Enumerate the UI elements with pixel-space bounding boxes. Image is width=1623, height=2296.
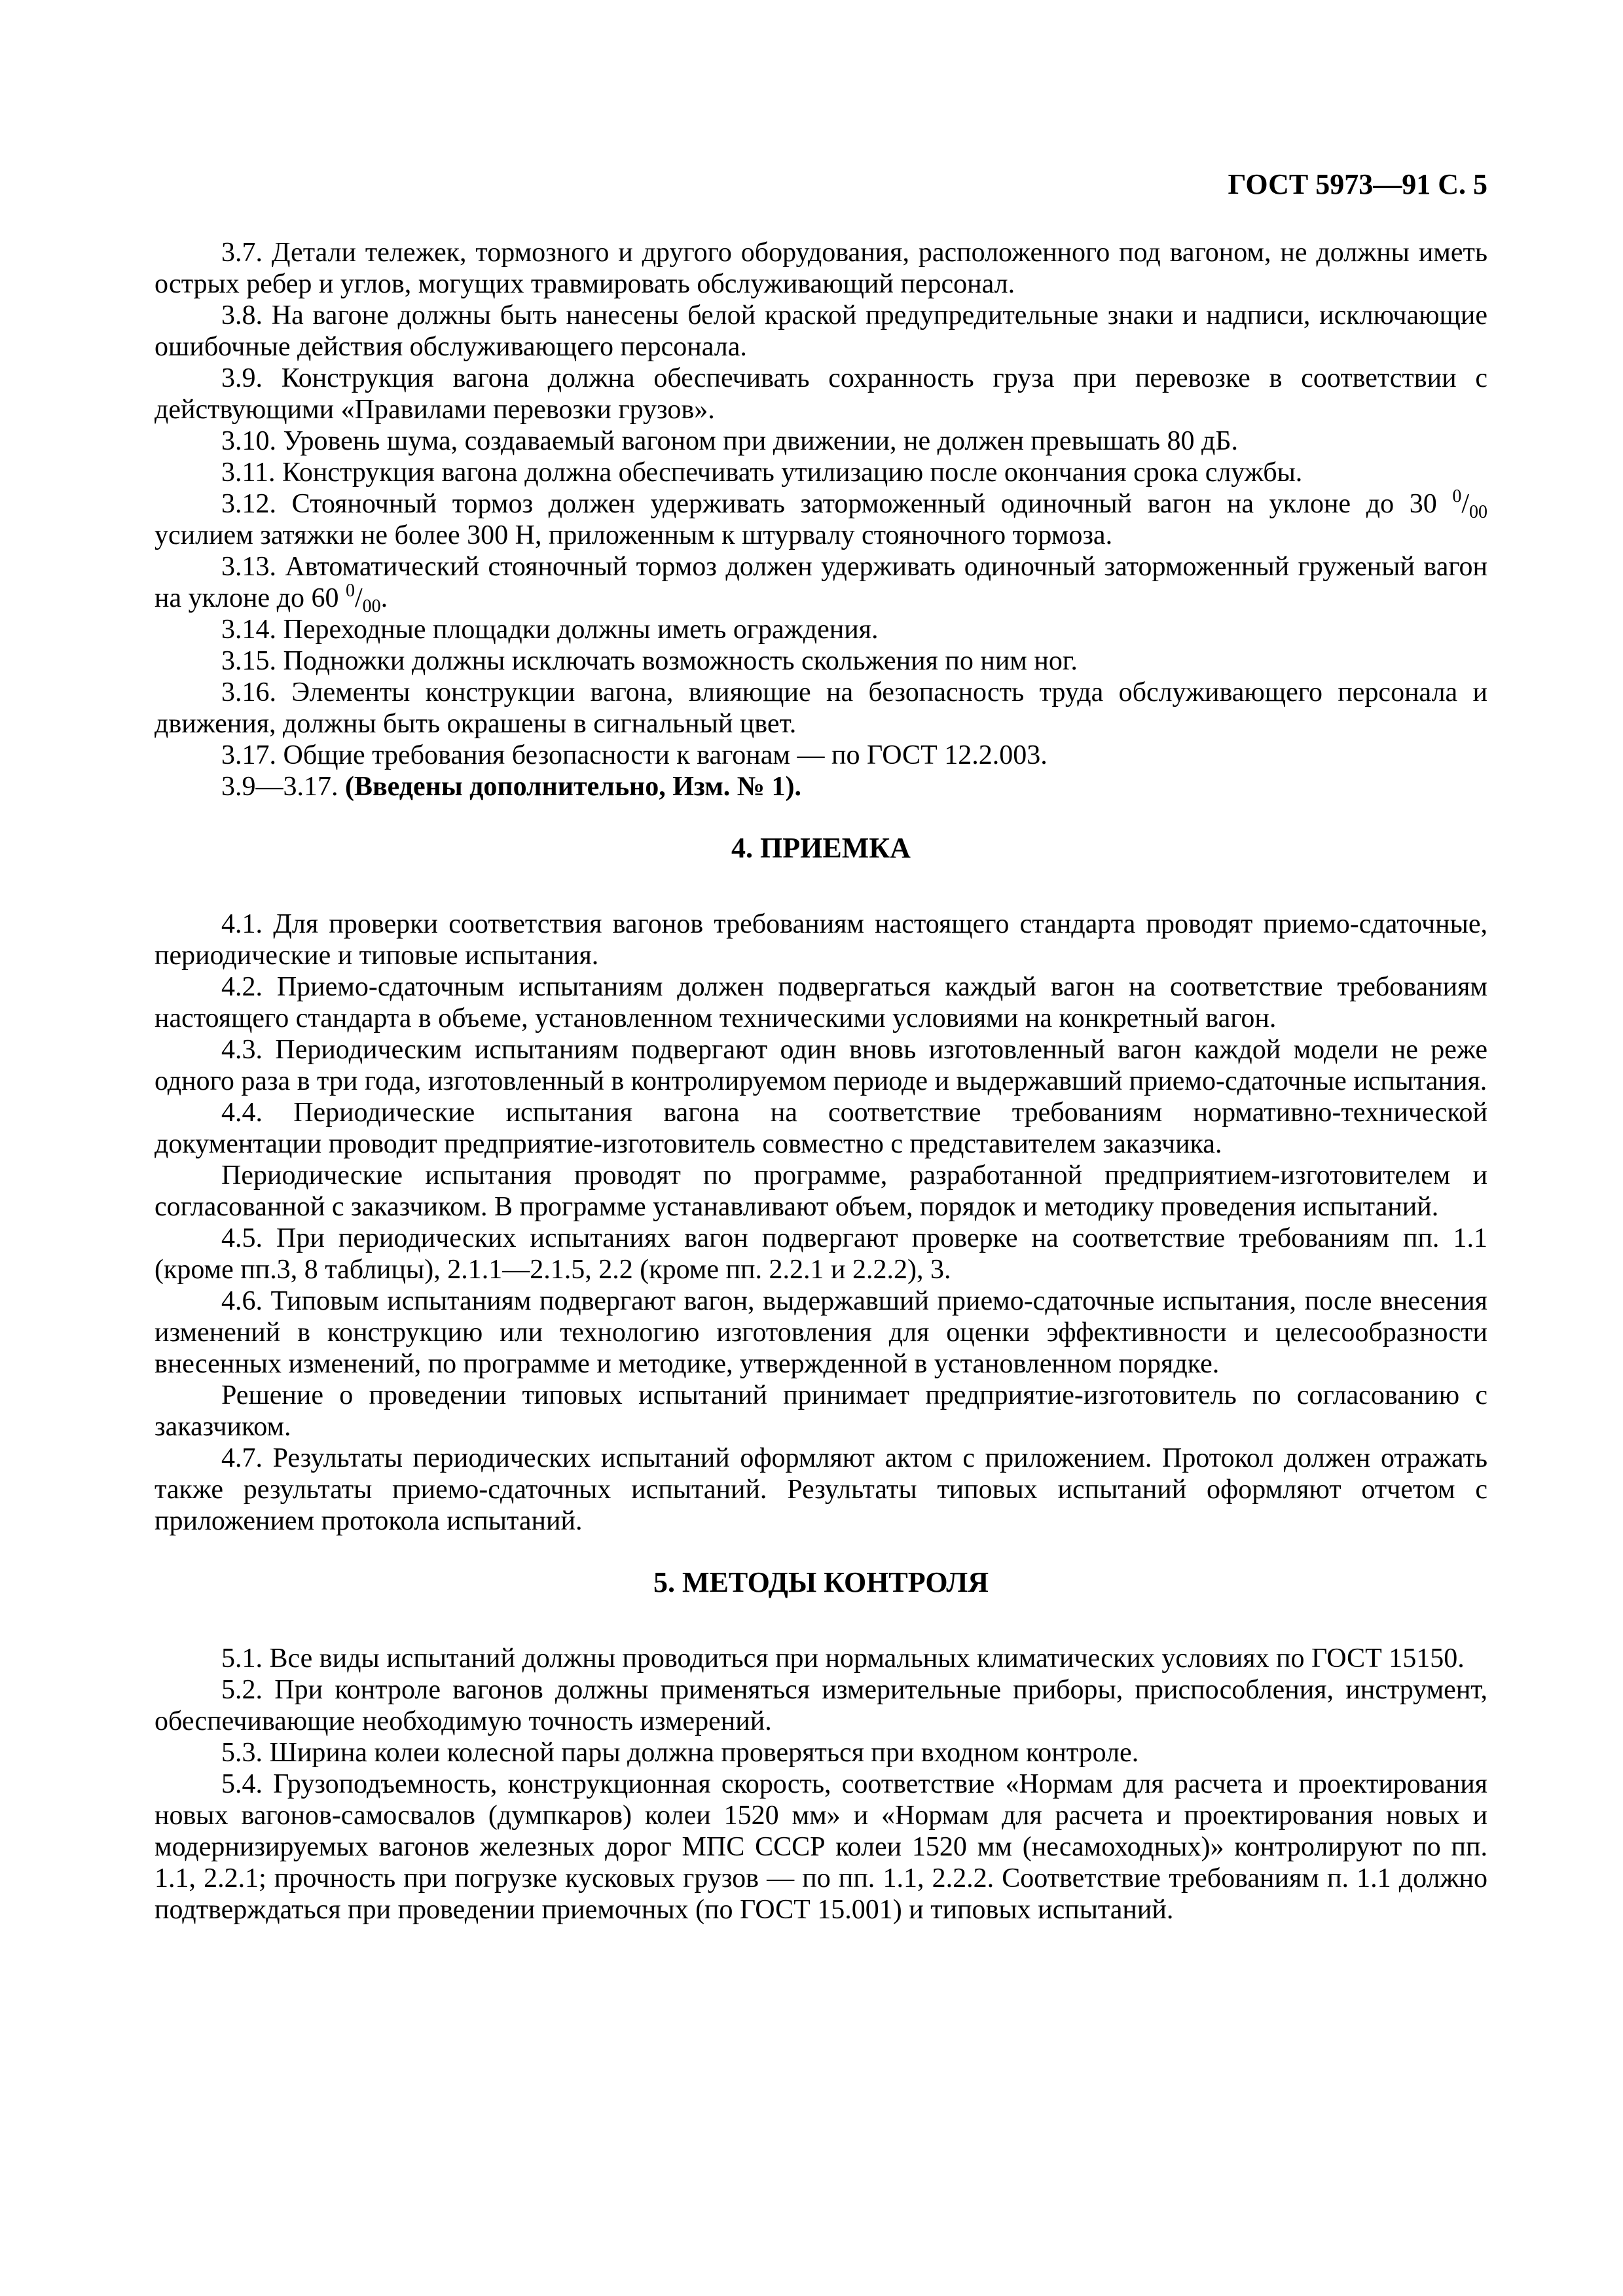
paragraph-4-6: 4.6. Типовым испытаниям подвергают вагон, выдержавший приемо-сдаточные испытания, после внесения изменений в конструкцию или технологию изготовления для оценки эффективности и целесообразности внесенных изменений, по программе и методике, утвержденной в установленном порядке. bbox=[155, 1286, 1487, 1379]
amendment-range: 3.9—3.17. bbox=[221, 772, 338, 802]
amendment-note bbox=[155, 771, 1487, 802]
paragraph-4-4-continued: Периодические испытания проводят по программе, разработанной предприятием-изготовителем и согласованной с заказчиком. В программе устанавливают объем, порядок и методику проведения испытаний. bbox=[155, 1160, 1487, 1222]
paragraph-5-1: 5.1. Все виды испытаний должны проводиться при нормальных климатических условиях по ГОСТ 15150. bbox=[221, 1643, 1465, 1674]
paragraph-3-12: 3.12. Стояночный тормоз должен удерживать заторможенный одиночный вагон на уклоне до 30 $^0/_{00}$ усилием затяжки не более 300 Н, приложенным к штурвалу стояночного тормоза. bbox=[155, 486, 1487, 550]
paragraph-3-10: 3.10. Уровень шума, создаваемый вагоном при движении, не должен превышать 80 дБ. bbox=[221, 426, 1238, 456]
paragraph-4-2: 4.2. Приемо-сдаточным испытаниям должен подвергаться каждый вагон на соответствие требованиям настоящего стандарта в объеме, установленном техническими условиями на конкретный вагон. bbox=[155, 972, 1487, 1033]
paragraph-3-16: 3.16. Элементы конструкции вагона, влияющие на безопасность труда обслуживающего персонала и движения, должны быть окрашены в сигнальный цвет. bbox=[155, 677, 1487, 739]
paragraph-4-4: 4.4. Периодические испытания вагона на соответствие требованиям нормативно-технической документации проводит предприятие-изготовитель совместно с представителем заказчика. bbox=[155, 1098, 1487, 1159]
paragraph-3-17: 3.17. Общие требования безопасности к вагонам — по ГОСТ 12.2.003. bbox=[221, 740, 1048, 770]
paragraph-3-9: 3.9. Конструкция вагона должна обеспечивать сохранность груза при перевозке в соответствии с действующими «Правилами перевозки грузов». bbox=[155, 363, 1487, 425]
amendment-text: (Введены дополнительно, Изм. № 1). bbox=[345, 772, 801, 802]
paragraph-3-8: 3.8. На вагоне должны быть нанесены белой краской предупредительные знаки и надписи, исключающие ошибочные действия обслуживающего персонала. bbox=[155, 300, 1487, 362]
permille-sub: 00 bbox=[362, 596, 381, 617]
paragraph-3-12-text-a: 3.12. Стояночный тормоз должен удерживать заторможенный одиночный вагон на уклоне до 30 bbox=[221, 489, 1437, 519]
paragraph-5-3: 5.3. Ширина колеи колесной пары должна проверяться при входном контроле. bbox=[221, 1738, 1139, 1768]
permille-sup: 0 bbox=[1452, 486, 1462, 507]
section-heading-acceptance: 4. ПРИЕМКА bbox=[731, 832, 911, 864]
paragraph-4-1: 4.1. Для проверки соответствия вагонов требованиям настоящего стандарта проводят приемо-сдаточные, периодические и типовые испытания. bbox=[155, 909, 1487, 971]
paragraph-3-12-text-b: усилием затяжки не более 300 Н, приложенным к штурвалу стояночного тормоза. bbox=[155, 520, 1113, 550]
paragraph-4-7: 4.7. Результаты периодических испытаний оформляют актом с приложением. Протокол должен отражать также результаты приемо-сдаточных испытаний. Результаты типовых испытаний оформляют отчетом с приложением протокола испытаний. bbox=[155, 1443, 1487, 1536]
paragraph-3-11: 3.11. Конструкция вагона должна обеспечивать утилизацию после окончания срока службы. bbox=[221, 457, 1303, 488]
paragraph-3-13-text: 3.13. Автоматический стояночный тормоз должен удерживать одиночный заторможенный груженый вагон на уклоне до 60 bbox=[155, 552, 1487, 613]
permille-sub: 00 bbox=[1469, 502, 1487, 522]
section-heading-control-methods: 5. МЕТОДЫ КОНТРОЛЯ bbox=[653, 1566, 989, 1598]
paragraph-4-6-continued: Решение о проведении типовых испытаний принимает предприятие-изготовитель по согласованию с заказчиком. bbox=[155, 1380, 1487, 1442]
paragraph-5-4: 5.4. Грузоподъемность, конструкционная скорость, соответствие «Нормам для расчета и проектирования новых вагонов-самосвалов (думпкаров) колеи 1520 мм» и «Нормам для расчета и проектирования новых и модернизируемых вагонов железных дорог МПС СССР колеи 1520 мм (несамоходных)» контролируют по пп. 1.1, 2.2.1; прочность при погрузке кусковых грузов — по пп. 1.1, 2.2.2. Соответствие требованиям п. 1.1 должно подтверждаться при проведении приемочных (по ГОСТ 15.001) и типовых испытаний. bbox=[155, 1769, 1487, 1925]
paragraph-5-2: 5.2. При контроле вагонов должны применяться измерительные приборы, приспособления, инструмент, обеспечивающие необходимую точность измерений. bbox=[155, 1675, 1487, 1736]
paragraph-4-5: 4.5. При периодических испытаниях вагон подвергают проверке на соответствие требованиям пп. 1.1 (кроме пп.3, 8 таблицы), 2.1.1—2.1.5, 2.2 (кроме пп. 2.2.1 и 2.2.2), 3. bbox=[155, 1223, 1487, 1285]
paragraph-3-13: 3.13. Автоматический стояночный тормоз должен удерживать одиночный заторможенный груженый вагон на уклоне до 60 $^0/_{00}$. bbox=[155, 552, 1487, 617]
paragraph-3-14: 3.14. Переходные площадки должны иметь ограждения. bbox=[221, 615, 879, 645]
paragraph-3-7: 3.7. Детали тележек, тормозного и другого оборудования, расположенного под вагоном, не должны иметь острых ребер и углов, могущих травмировать обслуживающий персонал. bbox=[155, 238, 1487, 299]
paragraph-3-15: 3.15. Подножки должны исключать возможность скольжения по ним ног. bbox=[221, 646, 1078, 676]
document-body bbox=[155, 237, 1487, 1926]
permille-sup: 0 bbox=[345, 581, 355, 601]
paragraph-4-3: 4.3. Периодическим испытаниям подвергают один вновь изготовленный вагон каждой модели не реже одного раза в три года, изготовленный в контролируемом периоде и выдержавший приемо-сдаточные испытания. bbox=[155, 1035, 1487, 1096]
page-header: ГОСТ 5973—91 С. 5 bbox=[1228, 168, 1487, 200]
